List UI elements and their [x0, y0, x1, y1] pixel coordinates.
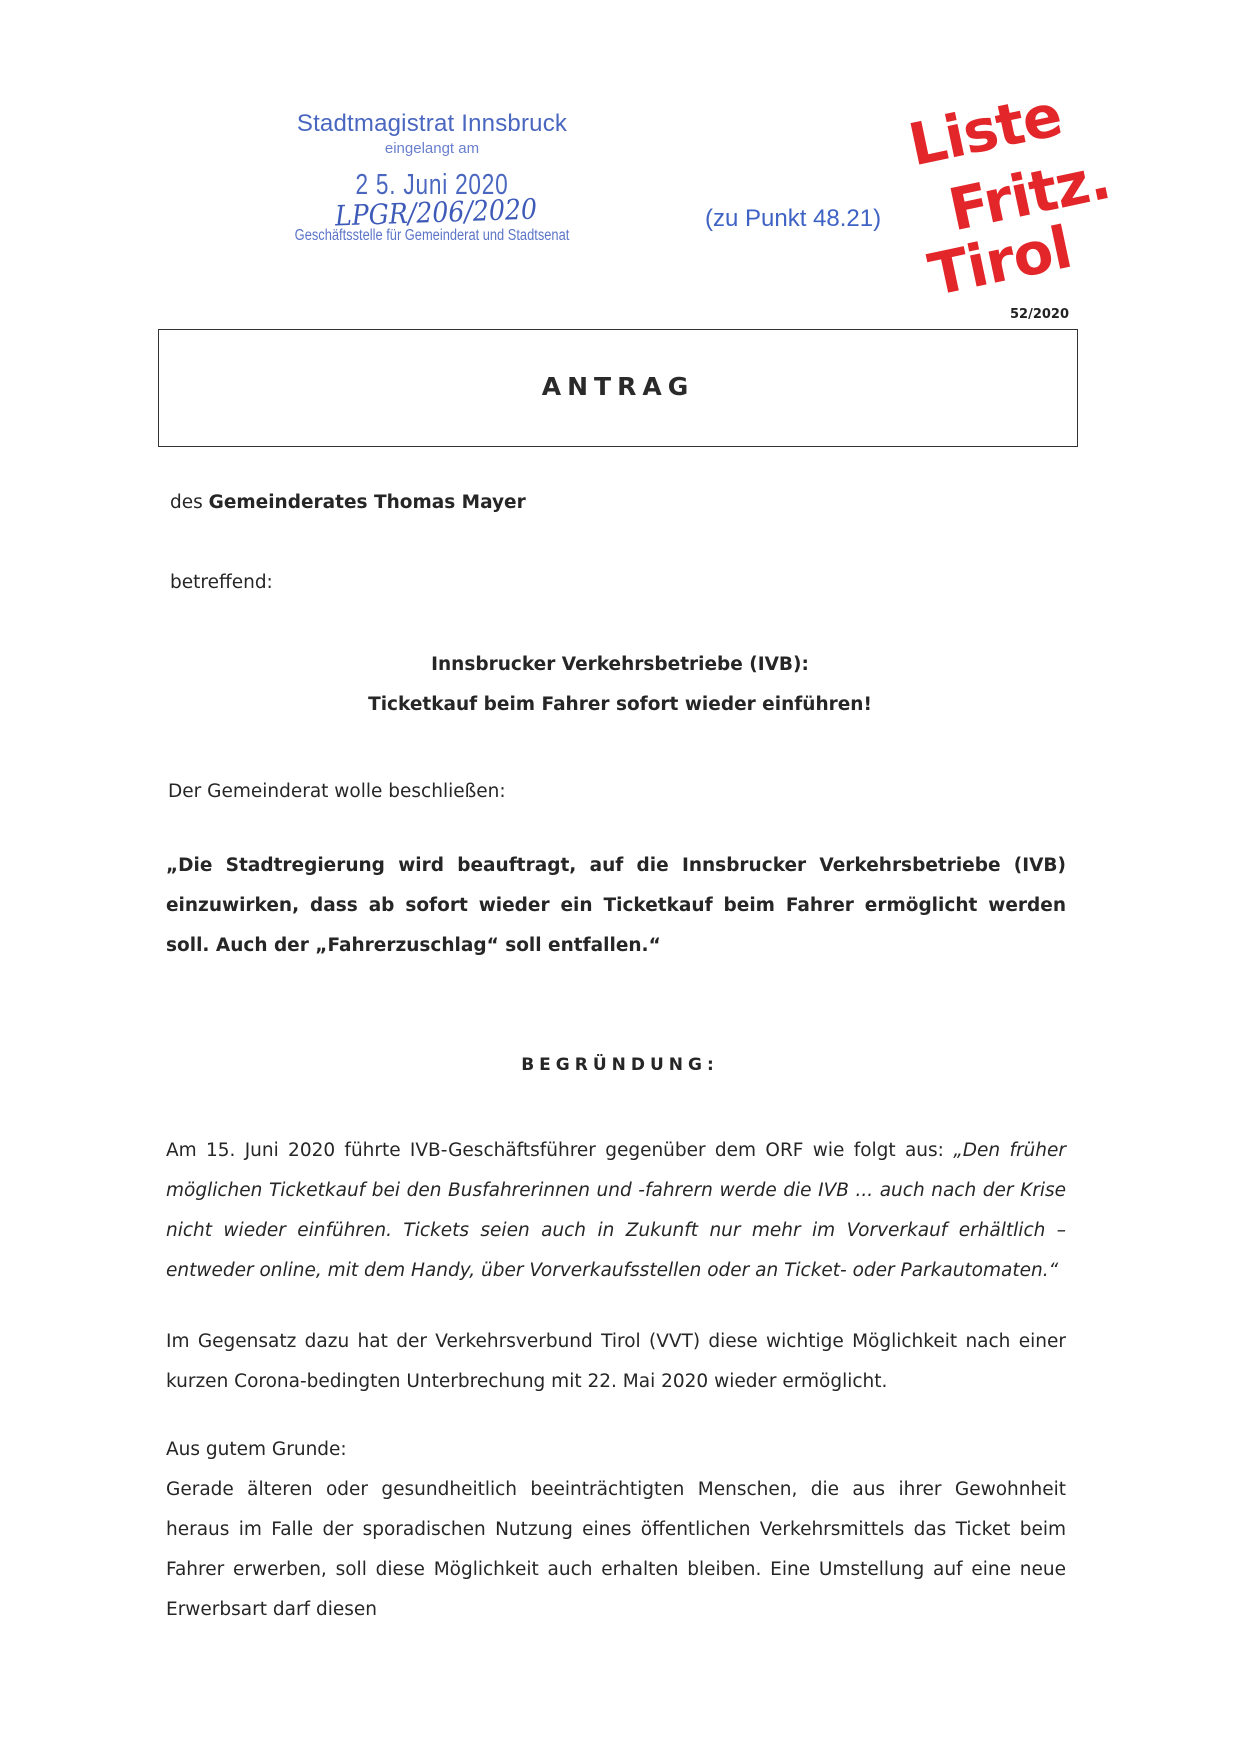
stamp-received-label: eingelangt am — [384, 140, 480, 157]
author-line — [170, 492, 526, 513]
author-prefix: des — [170, 492, 203, 513]
resolution-text: „Die Stadtregierung wird beauftragt, auf die Innsbrucker Verkehrsbetriebe (IVB) einzuwirken, dass ab sofort wieder ein Ticketkauf beim Fahrer ermöglicht werden soll. Auch der „Fahrerzuschlag“ soll entfallen.“ — [166, 855, 1066, 956]
subject-label: betreffend: — [170, 572, 273, 593]
reasoning-paragraph-2: Im Gegensatz dazu hat der Verkehrsverbund Tirol (VVT) diese wichtige Möglichkeit nach einer kurzen Corona-bedingten Unterbrechung mit 22. Mai 2020 wieder ermöglicht. — [166, 1331, 1066, 1392]
logo-line-2: Fritz. — [942, 144, 1116, 245]
agenda-reference: (zu Punkt 48.21) — [705, 205, 882, 232]
reasoning-paragraph-1 — [166, 1131, 1066, 1291]
document-number: 52/2020 — [1010, 307, 1070, 322]
resolution-intro: Der Gemeinderat wolle beschließen: — [168, 781, 506, 802]
logo-line-3: Tirol — [922, 213, 1077, 310]
stamp-organization: Stadtmagistrat Innsbruck — [296, 110, 568, 137]
received-stamp — [262, 110, 602, 245]
subject-line-1: Innsbrucker Verkehrsbetriebe (IVB): — [431, 654, 809, 675]
reasoning-paragraph-3-label: Aus gutem Grunde: — [166, 1439, 347, 1460]
reasoning-p1-plain: Am 15. Juni 2020 führte IVB-Geschäftsführer gegenüber dem ORF wie folgt aus: — [166, 1140, 954, 1161]
reasoning-heading: BEGRÜNDUNG: — [521, 1055, 719, 1075]
title-box — [158, 329, 1078, 447]
reasoning-p1-quote: „Den früher möglichen Ticketkauf bei den Busfahrerinnen und -fahrern werde die IVB ... auch nach der Krise nicht wieder einführen. Tickets seien auch in Zukunft nur mehr im Vorverkauf erhältlich – entweder online, mit dem Handy, über Vorverkaufsstellen oder an Ticket- oder Parkautomaten.“ — [166, 1140, 1066, 1281]
reasoning-paragraph-3: Gerade älteren oder gesundheitlich beeinträchtigten Menschen, die aus ihrer Gewohnheit heraus im Falle der sporadischen Nutzung eines öffentlichen Verkehrsmittels das Ticket beim Fahrer erwerben, soll diese Möglichkeit auch erhalten bleiben. Eine Umstellung auf eine neue Erwerbsart darf diesen — [166, 1479, 1066, 1620]
stamp-date: 2 5. Juni 2020 — [355, 169, 509, 201]
document-title: ANTRAG — [541, 372, 695, 401]
stamp-reference-handwritten: LPGR/206/2020 — [334, 192, 538, 233]
logo-line-1: Liste — [902, 80, 1068, 180]
party-logo — [902, 80, 1138, 310]
stamp-department: Geschäftsstelle für Gemeinderat und Stadtsenat — [294, 227, 570, 244]
author-name: Gemeinderates Thomas Mayer — [208, 492, 526, 513]
subject-line-2: Ticketkauf beim Fahrer sofort wieder einführen! — [368, 694, 872, 715]
